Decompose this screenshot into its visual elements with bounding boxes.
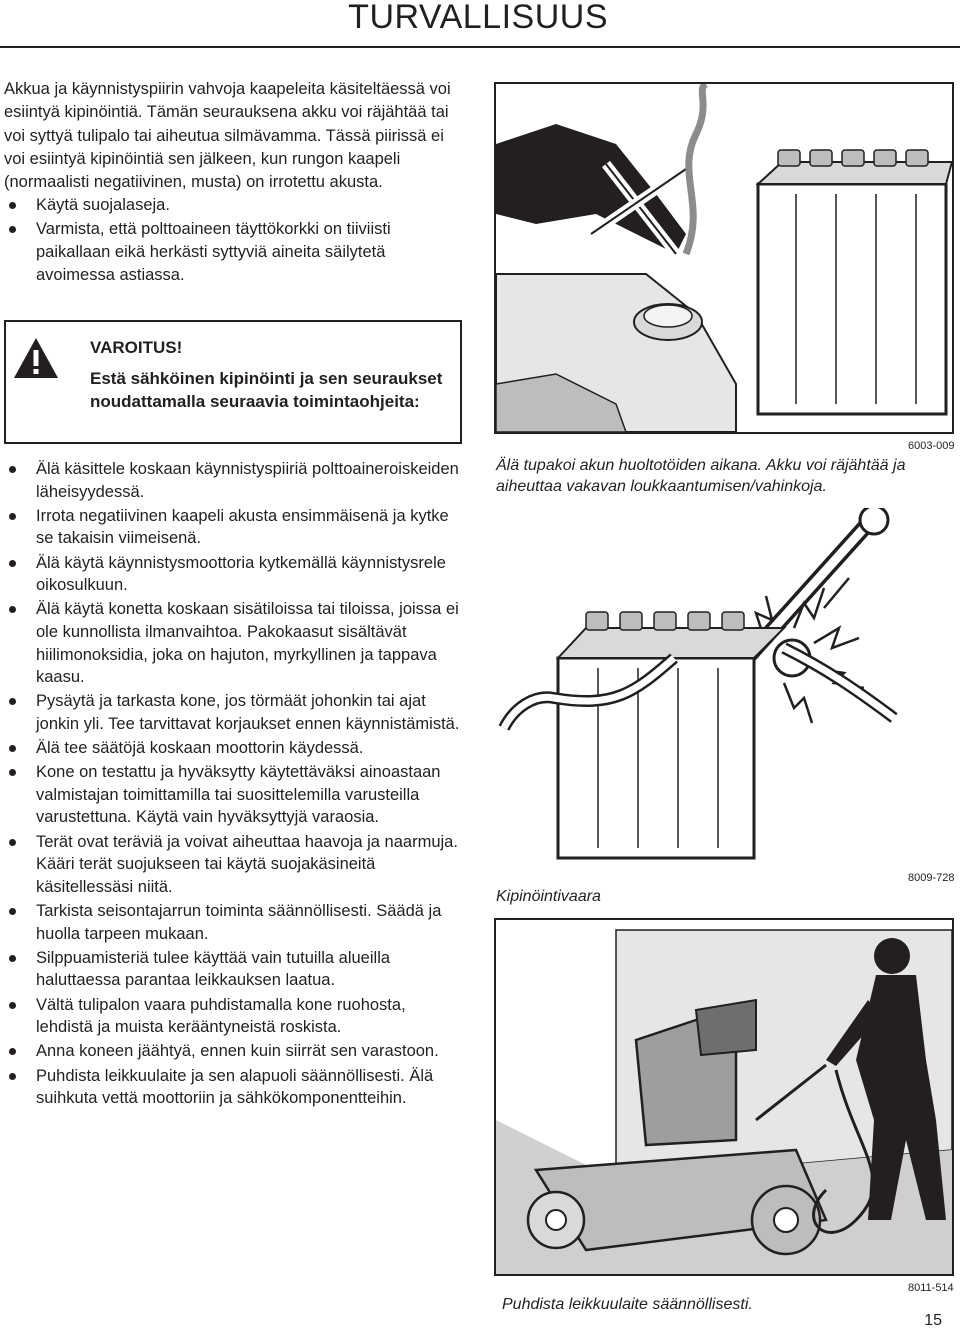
rule-item: Anna koneen jäähtyä, ennen kuin siirrät sen varastoon. <box>4 1040 464 1063</box>
rule-item: Irrota negatiivinen kaapeli akusta ensimmäisenä ja kytke se takaisin viimeisenä. <box>4 505 464 550</box>
warning-text: Estä sähköinen kipinöinti ja sen seuraukset noudattamalla seuraavia toimintaohjeita: <box>90 369 443 411</box>
rule-item: Kone on testattu ja hyväksytty käytettäväksi ainoastaan valmistajan toimittamilla tai suosittelemilla varusteilla varustettuna. Käytä vain hyväksyttyjä varaosia. <box>4 761 464 829</box>
rule-item: Tarkista seisontajarrun toiminta säännöllisesti. Säädä ja huolla tarpeen mukaan. <box>4 900 464 945</box>
figure-code: 8011-514 <box>908 1282 954 1294</box>
rule-item: Terät ovat teräviä ja voivat aiheuttaa haavoja ja naarmuja. Kääri terät suojukseen tai käytä suojakäsineitä käsitellessäsi niitä. <box>4 831 464 899</box>
header-rule <box>0 46 960 48</box>
spark-hazard-illustration <box>494 508 954 864</box>
rule-item: Vältä tulipalon vaara puhdistamalla kone ruohosta, lehdistä ja muista kerääntyneistä roskista. <box>4 994 464 1039</box>
no-smoking-battery-illustration <box>496 84 952 432</box>
rules-list <box>4 458 464 1110</box>
rule-item: Älä tee säätöjä koskaan moottorin käydessä. <box>4 737 464 760</box>
page-header <box>0 0 960 48</box>
intro-bullet: Varmista, että polttoaineen täyttökorkki on tiiviisti paikallaan eikä herkästi syttyviä aineita säilytetä avoimessa astiassa. <box>4 218 464 288</box>
intro-section <box>4 78 464 288</box>
clean-mower-illustration <box>496 920 952 1274</box>
figure-clean-mower <box>494 918 954 1276</box>
warning-title: VAROITUS! <box>90 338 183 357</box>
intro-bullet-list <box>4 194 464 287</box>
figure-caption: Älä tupakoi akun huoltotöiden aikana. Akku voi räjähtää ja aiheuttaa vakavan loukkaantumisen/vahinkoja. <box>496 457 906 495</box>
warning-triangle-icon <box>12 336 60 380</box>
figure-caption: Kipinöintivaara <box>496 888 601 905</box>
figure-code: 6003-009 <box>908 440 955 452</box>
rule-item: Älä käytä käynnistysmoottoria kytkemällä käynnistysrele oikosulkuun. <box>4 552 464 597</box>
rule-item: Pysäytä ja tarkasta kone, jos törmäät johonkin tai ajat jonkin yli. Tee tarvittavat korjaukset ennen käynnistämistä. <box>4 690 464 735</box>
page-title: TURVALLISUUS <box>348 0 608 36</box>
rule-item: Puhdista leikkuulaite ja sen alapuoli säännöllisesti. Älä suihkuta vettä moottoriin ja sähkökomponentteihin. <box>4 1065 464 1110</box>
warning-box <box>4 320 462 444</box>
figure-spark-hazard <box>494 508 954 864</box>
intro-paragraph: Akkua ja käynnistyspiirin vahvoja kaapeleita käsiteltäessä voi esiintyä kipinöintiä. Tämän seurauksena akku voi räjähtää tai voi syttyä tulipalo tai aiheutua silmävamma. Tässä piirissä ei voi esiintyä kipinöintiä sen jälkeen, kun rungon kaapeli (normaalisti negatiivinen, musta) on irrotettu akusta. <box>4 80 451 192</box>
rules-section <box>4 458 464 1111</box>
rule-item: Älä käytä konetta koskaan sisätiloissa tai tiloissa, joissa ei ole kunnollista ilmanvaihtoa. Pakokaasut sisältävät hiilimonoksidia, joka on hajuton, myrkyllinen ja tappava kaasu. <box>4 598 464 688</box>
intro-bullet: Käytä suojalaseja. <box>4 194 464 217</box>
page-number: 15 <box>924 1312 942 1329</box>
figure-code: 8009-728 <box>908 872 955 884</box>
rule-item: Älä käsittele koskaan käynnistyspiiriä polttoaineroiskeiden läheisyydessä. <box>4 458 464 503</box>
figure-no-smoking-battery <box>494 82 954 434</box>
rule-item: Silppuamisteriä tulee käyttää vain tutuilla alueilla haluttaessa parantaa leikkauksen laatua. <box>4 947 464 992</box>
figure-caption: Puhdista leikkuulaite säännöllisesti. <box>502 1296 753 1313</box>
